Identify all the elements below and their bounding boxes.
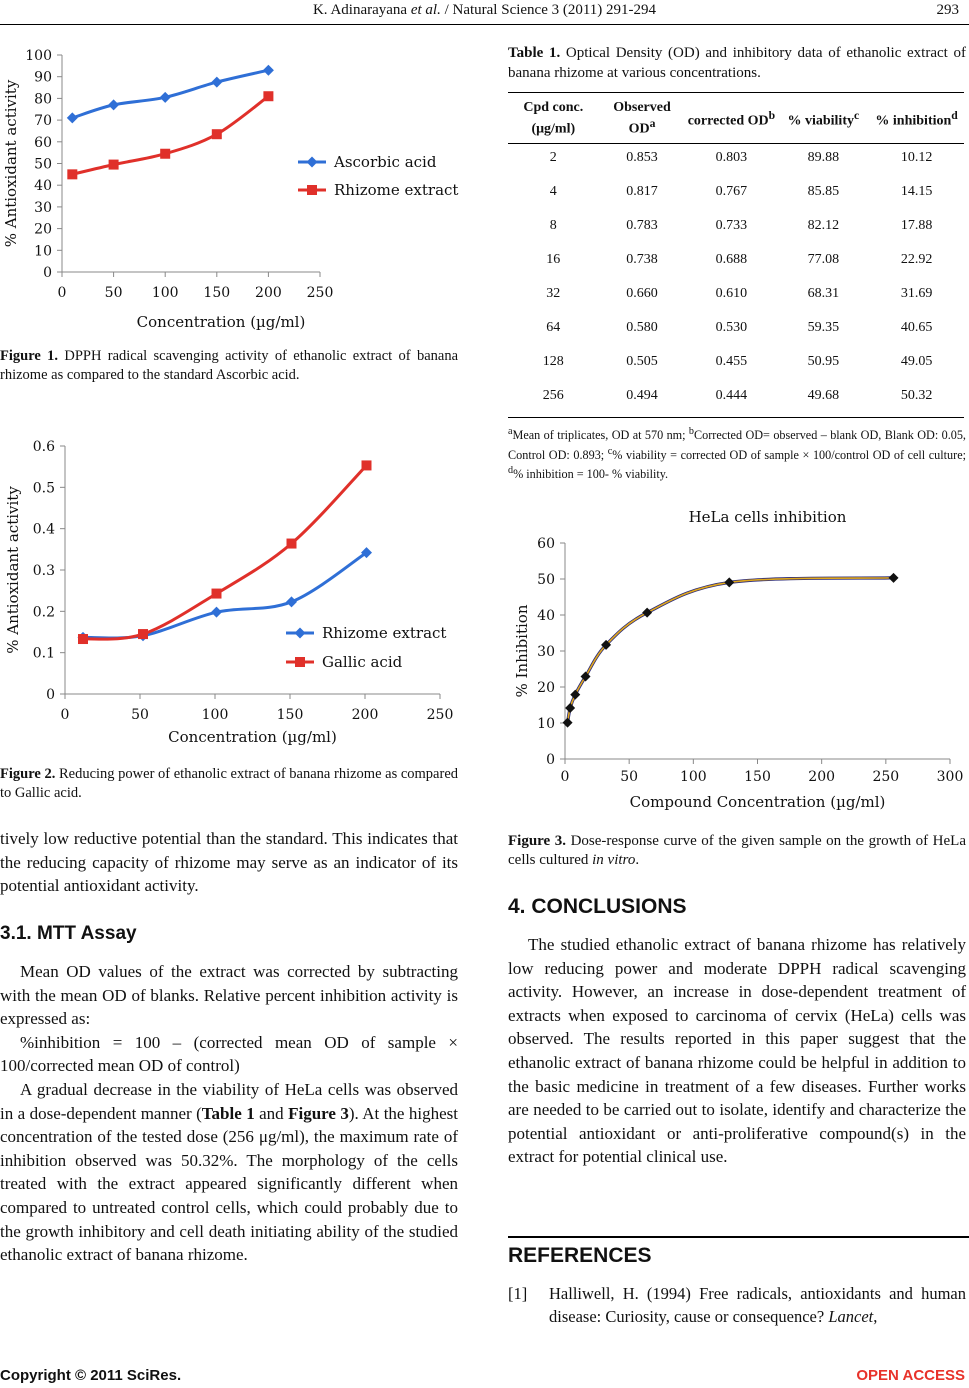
table-cell: 0.803 xyxy=(715,149,748,165)
table-cell: 31.69 xyxy=(900,285,933,301)
table-cell: 4 xyxy=(549,183,557,199)
section-heading-mtt: 3.1. MTT Assay xyxy=(0,923,137,944)
table-header-row xyxy=(508,97,964,141)
table-1 xyxy=(508,97,964,413)
table-header-rule xyxy=(508,143,964,144)
data-point xyxy=(287,539,297,549)
table-row xyxy=(508,277,964,311)
x-tick-label: 250 xyxy=(306,285,334,301)
data-point xyxy=(889,573,899,583)
table-body xyxy=(508,141,964,413)
y-tick-label: 30 xyxy=(34,199,52,216)
table-cell: 128 xyxy=(542,353,564,369)
table-cell: 8 xyxy=(549,217,557,233)
table-cell: 85.85 xyxy=(807,183,840,199)
y-tick-label: 90 xyxy=(34,69,52,86)
y-tick-label: 20 xyxy=(34,221,52,238)
table-cell: 16 xyxy=(546,251,561,267)
data-point xyxy=(211,77,222,88)
x-tick-label: 200 xyxy=(255,285,282,301)
y-tick-label: 100 xyxy=(25,48,52,64)
legend-label: Rhizome extract xyxy=(322,624,447,642)
x-tick-label: 0 xyxy=(60,707,70,723)
header-rule xyxy=(0,24,969,25)
x-tick-label: 100 xyxy=(151,285,179,301)
figure-3-caption: Figure 3. Dose-response curve of the given sample on the growth of HeLa cells cultured in vitro. xyxy=(508,833,966,868)
y-tick-label: 40 xyxy=(537,608,555,624)
y-tick-label: 60 xyxy=(537,536,555,552)
table-cell: 0.733 xyxy=(715,217,748,233)
x-tick-label: 200 xyxy=(351,707,379,723)
section-heading-references: REFERENCES xyxy=(508,1244,652,1267)
x-tick-label: 200 xyxy=(808,769,836,785)
table-top-rule xyxy=(508,92,964,93)
x-tick-label: 100 xyxy=(679,769,707,785)
x-tick-label: 0 xyxy=(57,285,67,301)
paragraph-mtt-1: Mean OD values of the extract was corrected by subtracting with the mean OD of blanks. Relative percent inhibition activity is expressed as: xyxy=(0,962,458,1029)
y-tick-label: 0.2 xyxy=(32,604,55,621)
legend-label: Rhizome extract xyxy=(334,181,459,199)
table-cell: 17.88 xyxy=(900,217,933,233)
paragraph-continuation: tively low reductive potential than the standard. This indicates that the reducing capacity of rhizome may serve as an indicator of its potential antioxidant activity. xyxy=(0,829,458,896)
table-cell: 40.65 xyxy=(900,319,933,335)
section-heading-conclusions: 4. CONCLUSIONS xyxy=(508,895,687,918)
x-tick-label: 100 xyxy=(201,707,229,723)
x-axis-label: Concentration (µg/ml) xyxy=(168,728,337,746)
x-tick-label: 50 xyxy=(620,769,639,785)
table-cell: 0.580 xyxy=(626,319,658,335)
table-cell: 22.92 xyxy=(900,251,933,267)
column-header: Observed $OD^a$ xyxy=(613,100,671,137)
table-cell: 0.817 xyxy=(626,183,658,199)
table-row xyxy=(508,345,964,379)
figure-1-chart xyxy=(0,40,460,340)
table-cell: 77.08 xyxy=(807,251,840,267)
table-cell: 10.12 xyxy=(900,149,933,165)
legend-marker xyxy=(295,628,306,639)
data-point xyxy=(78,634,88,644)
y-tick-label: 0 xyxy=(546,752,555,768)
y-tick-label: 0.4 xyxy=(32,521,55,538)
table-1-caption: Table 1. Optical Density (OD) and inhibitory data of ethanolic extract of banana rhizome at various concentrations. xyxy=(508,45,966,81)
series-line xyxy=(568,578,894,723)
x-tick-label: 250 xyxy=(426,707,454,723)
figure-2-caption: Figure 2. Reducing power of ethanolic extract of banana rhizome as compared to Gallic acid. xyxy=(0,766,459,801)
table-footnotes: $^a$Mean of triplicates, OD at 570 nm; $^b$Corrected OD= observed – blank OD, Blank OD: 0.05, Control OD: 0.893; $^c$% viability = corrected OD of sample × 100/control OD of cell culture; $^d$% inhibition = 100- % viability. xyxy=(508,426,966,482)
series-line xyxy=(568,578,894,723)
table-cell: 49.68 xyxy=(807,387,840,403)
table-cell: 50.95 xyxy=(807,353,840,369)
paragraph-formula: %inhibition = 100 – (corrected mean OD of sample × 100/corrected mean OD of control) xyxy=(0,1032,458,1076)
figure-1-caption: Figure 1. DPPH radical scavenging activity of ethanolic extract of banana rhizome as compared to the standard Ascorbic acid. xyxy=(0,348,458,383)
table-cell: 50.32 xyxy=(900,387,933,403)
data-point xyxy=(212,589,222,599)
y-tick-label: 0.1 xyxy=(32,645,55,662)
data-point xyxy=(724,577,734,587)
table-cell: 0.783 xyxy=(626,217,658,233)
data-point xyxy=(108,99,119,110)
reference-text: Halliwell, H. (1994) Free radicals, antioxidants and human disease: Curiosity, cause or consequence? Lancet, xyxy=(549,1284,966,1326)
x-axis-label: Concentration (µg/ml) xyxy=(136,313,306,331)
data-point xyxy=(212,129,222,139)
series-line-ascorbic-acid xyxy=(72,70,268,118)
y-tick-label: 40 xyxy=(34,178,52,195)
x-tick-label: 150 xyxy=(203,285,231,301)
legend-marker xyxy=(307,185,317,195)
figure-2-chart xyxy=(0,430,460,750)
table-cell: 256 xyxy=(542,387,564,403)
table-cell: 0.494 xyxy=(626,387,658,403)
column-header: % viability$^c$ xyxy=(787,109,860,129)
y-tick-label: 50 xyxy=(537,572,555,588)
x-tick-label: 300 xyxy=(936,769,964,785)
table-bottom-rule xyxy=(508,417,964,418)
table-cell: 14.15 xyxy=(900,183,933,199)
series-line-gallic-acid xyxy=(83,465,367,639)
data-point xyxy=(67,112,78,123)
data-point xyxy=(160,149,170,159)
y-tick-label: 20 xyxy=(537,680,555,696)
y-axis-label: % Antioxidant activity xyxy=(4,486,22,654)
column-header: % inhibition$^d$ xyxy=(875,109,958,129)
column-header: corrected $OD^b$ xyxy=(687,109,776,129)
reference-1 xyxy=(508,1282,966,1328)
y-tick-label: 10 xyxy=(537,716,555,732)
x-tick-label: 50 xyxy=(104,285,123,301)
column-header: Cpd conc. (μg/ml) xyxy=(523,100,584,137)
data-point xyxy=(263,65,274,76)
table-cell: 89.88 xyxy=(807,149,840,165)
references-rule xyxy=(508,1236,969,1238)
mtt-text xyxy=(0,960,458,1267)
y-tick-label: 0.3 xyxy=(32,563,55,579)
table-row xyxy=(508,175,964,209)
conclusions-text xyxy=(508,933,966,1169)
table-cell: 68.31 xyxy=(807,285,840,301)
x-axis-label: Compound Concentration (µg/ml) xyxy=(629,793,886,811)
page-number: 293 xyxy=(936,2,959,18)
y-axis-label: % Antioxidant activity xyxy=(2,79,20,248)
table-cell: 0.444 xyxy=(715,387,748,403)
y-tick-label: 0.6 xyxy=(32,439,55,455)
table-cell: 59.35 xyxy=(807,319,840,335)
figure-3-chart xyxy=(505,500,967,820)
reference-number: [1] xyxy=(508,1284,528,1303)
table-cell: 0.853 xyxy=(626,149,658,165)
y-tick-label: 70 xyxy=(34,113,52,130)
table-cell: 82.12 xyxy=(807,217,840,233)
table-cell: 49.05 xyxy=(900,353,933,369)
data-point xyxy=(263,91,273,101)
table-cell: 0.688 xyxy=(715,251,748,267)
copyright: Copyright © 2011 SciRes. xyxy=(0,1367,182,1384)
table-row xyxy=(508,311,964,345)
y-tick-label: 0 xyxy=(46,687,55,703)
y-tick-label: 60 xyxy=(34,134,52,151)
data-point xyxy=(160,92,171,103)
data-point xyxy=(109,160,119,170)
table-cell: 64 xyxy=(546,319,561,335)
y-tick-label: 50 xyxy=(34,156,52,173)
running-head: K. Adinarayana et al. / Natural Science 3 (2011) 291-294 xyxy=(312,2,657,18)
data-point xyxy=(362,460,372,470)
legend-marker xyxy=(295,657,305,667)
legend-label: Ascorbic acid xyxy=(334,153,437,171)
table-row xyxy=(508,243,964,277)
data-point xyxy=(286,596,297,607)
y-tick-label: 0 xyxy=(43,265,52,281)
table-cell: 0.530 xyxy=(715,319,748,335)
table-cell: 0.455 xyxy=(715,353,748,369)
chart-title: HeLa cells inhibition xyxy=(688,508,847,526)
x-tick-label: 150 xyxy=(276,707,304,723)
table-row xyxy=(508,379,964,413)
table-cell: 32 xyxy=(546,285,561,301)
table-cell: 0.767 xyxy=(715,183,748,199)
data-point xyxy=(211,607,222,618)
open-access-label: OPEN ACCESS xyxy=(856,1367,965,1384)
table-cell: 0.738 xyxy=(626,251,658,267)
x-tick-label: 0 xyxy=(560,769,570,785)
table-cell: 0.660 xyxy=(626,285,658,301)
data-point xyxy=(563,718,573,728)
y-tick-label: 80 xyxy=(34,91,52,108)
x-tick-label: 50 xyxy=(131,707,149,723)
y-tick-label: 30 xyxy=(537,644,555,660)
legend-marker xyxy=(307,157,318,168)
table-row xyxy=(508,209,964,243)
paragraph-conclusion: The studied ethanolic extract of banana rhizome has relatively low reducing power and moderate DPPH radical scavenging activity. However, an increase in dose-dependent treatment of extracts when exposed to carcinoma of cervix (HeLa) cells was observed. The results reported in this paper suggest that the ethanolic extract of banana rhizome could be helpful in addition to the basic medicine in treatment of a few diseases. Further works are needed to be carried out to isolate, identify and characterize the potential antioxidant or anti-proliferative compound(s) in the extract for potential clinical use. xyxy=(508,935,966,1167)
table-cell: 0.505 xyxy=(626,353,658,369)
left-column-text xyxy=(0,827,458,898)
data-point xyxy=(67,169,77,179)
y-tick-label: 10 xyxy=(34,243,52,260)
x-tick-label: 250 xyxy=(872,769,900,785)
paragraph-mtt-2: A gradual decrease in the viability of HeLa cells was observed in a dose-dependent manner (Table 1 and Figure 3). At the highest concentration of the tested dose (256 μg/ml), the maximum rate of inhibition observed was 50.32%. The morphology of the cells treated with the extract appeared significantly different when compared to untreated control cells, which could probably due to the growth inhibitory and cell death initiating ability of the studied ethanolic extract of banana rhizome. xyxy=(0,1079,459,1265)
table-cell: 0.610 xyxy=(715,285,748,301)
legend-label: Gallic acid xyxy=(322,653,403,671)
x-tick-label: 150 xyxy=(744,769,771,785)
y-axis-label: % Inhibition xyxy=(513,604,531,698)
data-point xyxy=(565,703,575,713)
y-tick-label: 0.5 xyxy=(32,480,55,497)
table-row xyxy=(508,141,964,175)
table-cell: 2 xyxy=(549,149,557,165)
data-point xyxy=(138,629,148,639)
